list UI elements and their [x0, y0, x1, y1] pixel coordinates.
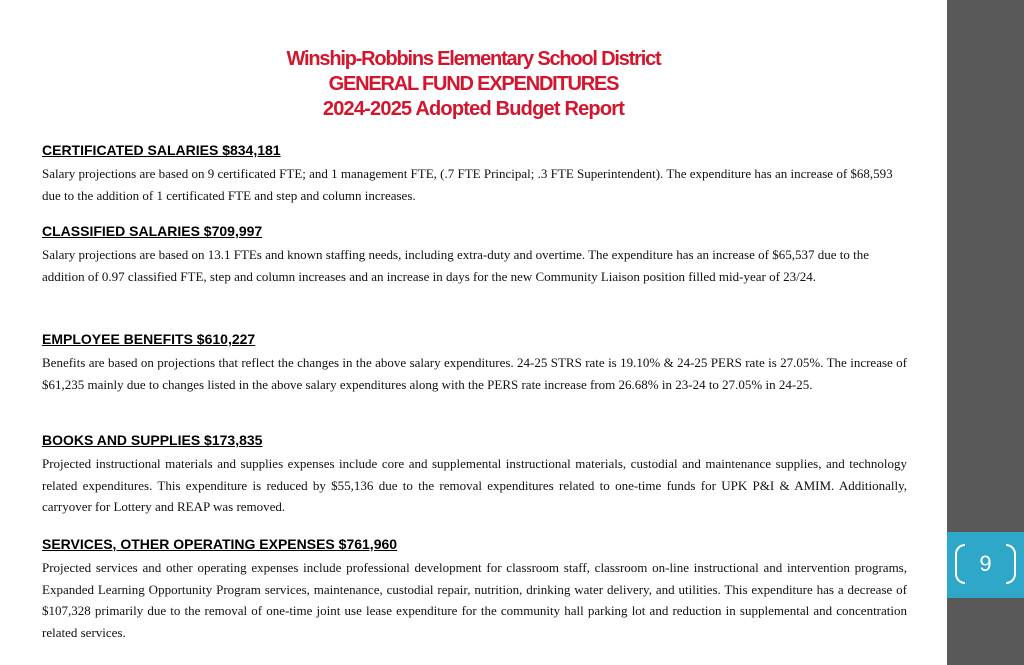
section-heading: CERTIFICATED SALARIES $834,181 [42, 142, 281, 158]
section-heading: EMPLOYEE BENEFITS $610,227 [42, 331, 256, 347]
section-body: Benefits are based on projections that reflect the changes in the above salary expenditures. 24-25 STRS rate is 19.10% & 24-25 PERS rate is 27.05%. The increase of $61,235 mainly due to changes listed in the above salary expenditures along with the PERS rate increase from 26.68% in 23-24 to 27.05% in 24-25. [42, 355, 907, 392]
section-body: Salary projections are based on 9 certificated FTE; and 1 management FTE, (.7 FTE Principal; .3 FTE Superintendent). The expenditure has an increase of $68,593 due to the addition of 1 certificated FTE and step and column increases. [42, 166, 893, 203]
report-type: GENERAL FUND EXPENDITURES [328, 73, 619, 95]
section-body: Salary projections are based on 13.1 FTEs and known staffing needs, including extra-duty and overtime. The expenditure has an increase of $65,537 due to the addition of 0.97 classified FTE, step and column increases and an increase in days for the new Community Liaison position filled mid-year of 23/24. [42, 247, 869, 284]
section-body: Projected instructional materials and supplies expenses include core and supplemental instructional materials, custodial and maintenance supplies, and technology related expenditures. This expenditure is reduced by $55,136 due to the removal expenditures related to one-time funds for UPK P&I & AMIM. Additionally, carryover for Lottery and REAP was removed. [42, 456, 907, 514]
report-header [0, 47, 947, 122]
page-number-badge [947, 532, 1024, 598]
section-heading: BOOKS AND SUPPLIES $173,835 [42, 432, 263, 448]
district-name: Winship-Robbins Elementary School District [286, 48, 661, 70]
section-classified-salaries [42, 223, 907, 287]
section-certificated-salaries [42, 142, 907, 206]
section-services-other-operating-expenses [42, 536, 907, 643]
section-books-and-supplies [42, 432, 907, 518]
report-title: 2024-2025 Adopted Budget Report [322, 98, 625, 120]
page-number: 9 [979, 551, 992, 576]
section-body: Projected services and other operating expenses include professional development for classroom staff, classroom on-line instructional and intervention programs, Expanded Learning Opportunity Program services, maintenance, custodial repair, nutrition, drinking water delivery, and utilities. This expenditure has a decrease of $107,328 primarily due to the removal of one-time joint use lease expenditure for the community hall parking lot and reduction in supplemental and concentration related services. [42, 560, 907, 640]
right-bracket-icon [1006, 544, 1016, 584]
section-heading: SERVICES, OTHER OPERATING EXPENSES $761,960 [42, 536, 398, 552]
section-heading: CLASSIFIED SALARIES $709,997 [42, 223, 263, 239]
section-employee-benefits [42, 331, 907, 395]
